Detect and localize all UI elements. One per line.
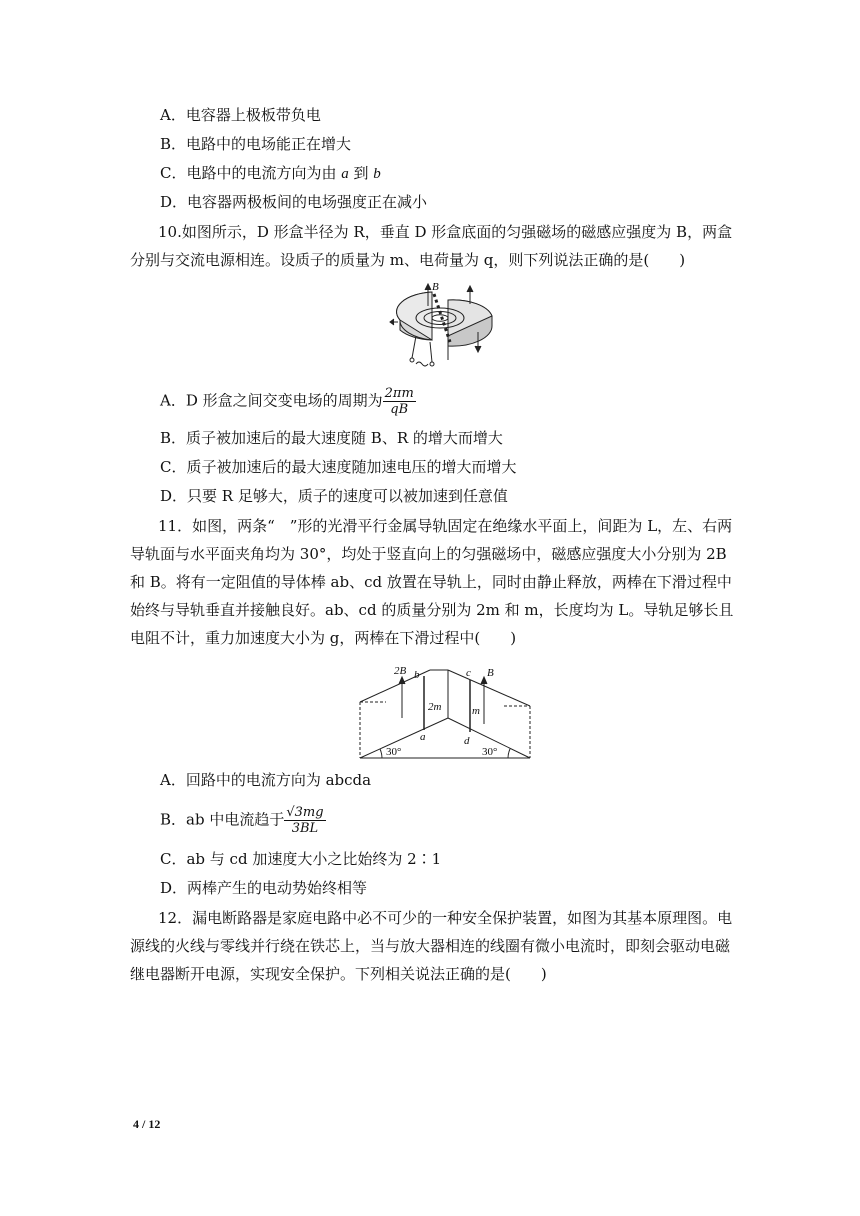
q9-option-c-a: a: [341, 166, 349, 182]
rails-label-c: c: [466, 667, 471, 679]
cyclotron-b-label: B: [432, 281, 439, 293]
q9-option-b: B．电路中的电场能正在增大: [160, 135, 352, 153]
q12-stem: 12．漏电断路器是家庭电路中必不可少的一种安全保护装置，如图为其基本原理图。电源线的火线与零线并行绕在铁芯上，当与放大器相连的线圈有微小电流时，即刻会驱动电磁继电器断开电源，实现安全保护。下列相关说法正确的是( ): [130, 909, 733, 983]
q11-option-d: D．两棒产生的电动势始终相等: [160, 879, 368, 897]
q10-option-d: D．只要 R 足够大，质子的速度可以被加速到任意值: [160, 487, 508, 505]
q10-option-a-numerator: 2πm: [384, 386, 414, 401]
q11-option-c: C．ab 与 cd 加速度大小之比始终为 2∶1: [160, 850, 442, 868]
q11-option-b-fraction: [284, 805, 325, 836]
q9-option-c-b: b: [373, 166, 381, 182]
rails-label-2b: 2B: [394, 665, 407, 677]
rails-label-2m: 2m: [428, 701, 442, 713]
q11-option-b-text: B．ab 中电流趋于: [160, 810, 285, 829]
q11-stem: 11．如图，两条“ ”形的光滑平行金属导轨固定在绝缘水平面上，间距为 L，左、右两导轨面与水平面夹角均为 30°，均处于竖直向上的匀强磁场中，磁感应强度大小分别为 2B 和 B。将有一定阻值的导体棒 ab、cd 放置在导轨上，同时由静止释放，两棒在下滑过程中始终与导轨垂直并接触良好。ab、cd 的质量分别为 2m 和 m，长度均为 L。导轨足够长且电阻不计，重力加速度大小为 g，两棒在下滑过程中( ): [130, 517, 734, 647]
q10-stem: 10.如图所示，D 形盒半径为 R，垂直 D 形盒底面的匀强磁场的磁感应强度为 B，两盒分别与交流电源相连。设质子的质量为 m、电荷量为 q，则下列说法正确的是( ): [130, 223, 733, 269]
q10-option-c: C．质子被加速后的最大速度随加速电压的增大而增大: [160, 458, 517, 476]
q10-option-a: [160, 386, 416, 417]
q11-option-a: A．回路中的电流方向为 abcda: [160, 771, 372, 789]
rails-label-a: a: [420, 731, 426, 743]
q9-option-a: A．电容器上极板带负电: [160, 106, 321, 124]
rails-figure: [356, 662, 534, 762]
q9-option-c-text: C．电路中的电流方向为由: [160, 164, 342, 182]
q10-option-a-denominator: qB: [390, 402, 409, 417]
rails-angle-right: 30°: [482, 746, 498, 758]
rails-angle-left: 30°: [386, 746, 402, 758]
rails-label-b: b: [414, 669, 420, 681]
rails-label-m: m: [472, 705, 480, 717]
q10-option-a-text: A．D 形盒之间交变电场的周期为: [160, 391, 383, 410]
q10-option-b: B．质子被加速后的最大速度随 B、R 的增大而增大: [160, 429, 503, 447]
page-number: 4 / 12: [133, 1117, 161, 1131]
q11-option-b-denominator: 3BL: [291, 821, 319, 836]
q11-option-b: [160, 805, 326, 836]
q9-option-d: D．电容器两极板间的电场强度正在减小: [160, 193, 428, 211]
rails-label-B: B: [487, 667, 494, 679]
cyclotron-figure: [388, 280, 504, 372]
q10-option-a-fraction: [383, 386, 416, 417]
q9-option-c-mid: 到: [348, 164, 374, 182]
q11-option-b-numerator: √3mg: [286, 805, 324, 820]
rails-label-d: d: [464, 735, 470, 747]
q9-option-c: [160, 163, 381, 184]
